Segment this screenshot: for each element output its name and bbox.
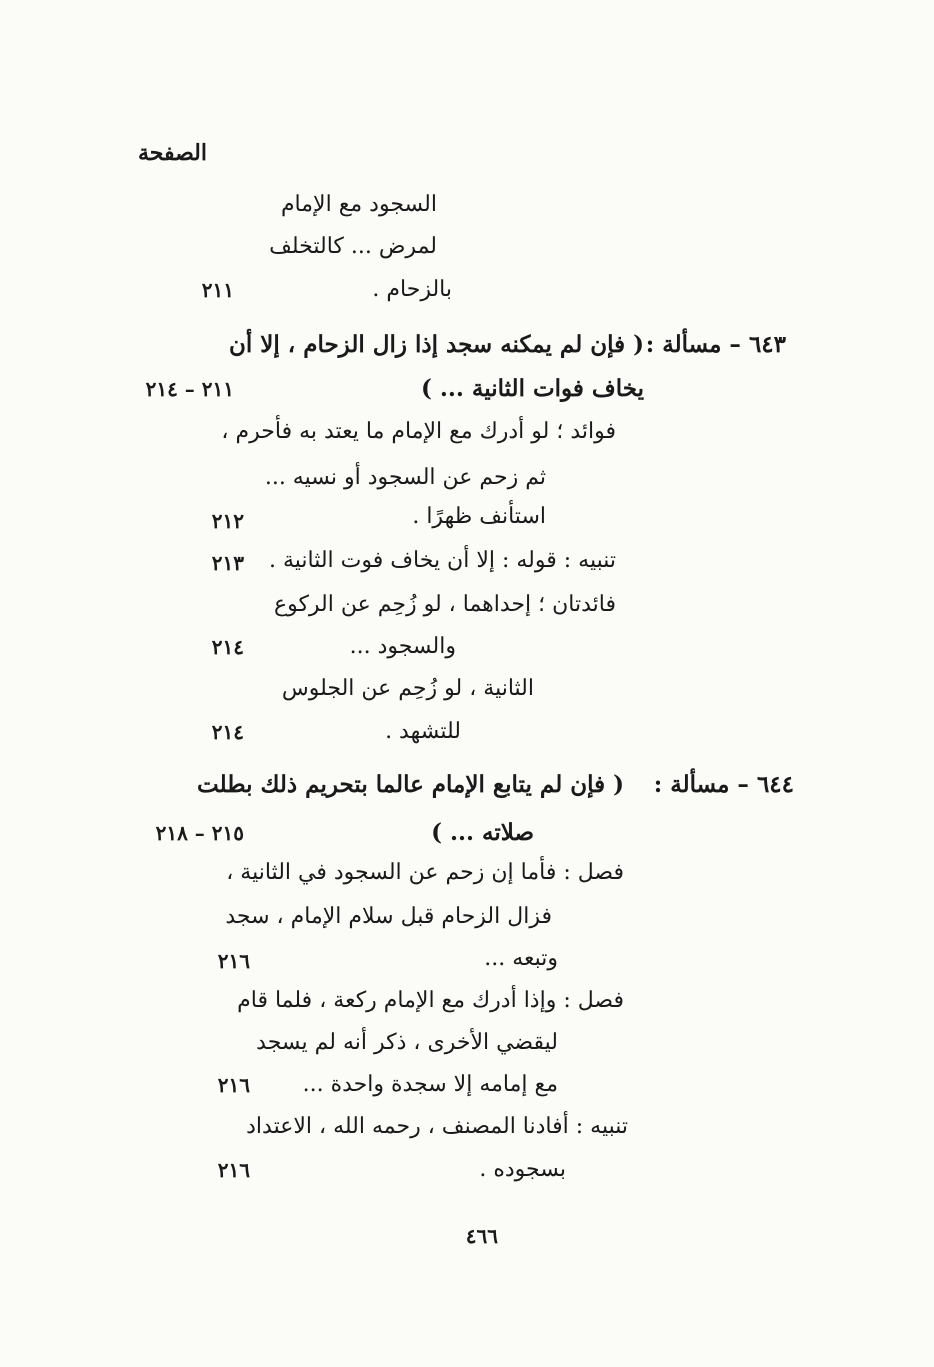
entry-line: السجود مع الإمام [280, 192, 437, 217]
page-ref: ٢١٢ [211, 509, 244, 533]
entry-line: لمرض ... كالتخلف [269, 234, 437, 259]
entry-line: مع إمامه إلا سجدة واحدة ... [302, 1072, 558, 1097]
entry-line: تنبيه : أفادنا المصنف ، رحمه الله ، الاعتداد [246, 1114, 628, 1139]
page-ref: ٢١٣ [211, 551, 244, 575]
entry-line: بالزحام . [372, 277, 452, 302]
entry-line: الثانية ، لو زُحِم عن الجلوس [281, 676, 534, 701]
page-ref: ٢١١ – ٢١٤ [145, 377, 234, 401]
issue-text: ( فإن لم يتابع الإمام عالما بتحريم ذلك بطلت [197, 771, 624, 798]
issue-text: يخاف فوات الثانية ... ) [421, 375, 644, 402]
entry-line: للتشهد . [385, 719, 461, 744]
entry-line: والسجود ... [349, 634, 456, 659]
page-number: ٤٦٦ [465, 1224, 498, 1248]
issue-number: ٦٤٤ – مسألة : [653, 771, 794, 798]
entry-line: فائدتان ؛ إحداهما ، لو زُحِم عن الركوع [273, 592, 616, 617]
entry-line: بسجوده . [479, 1157, 566, 1182]
entry-line: ثم زحم عن السجود أو نسيه ... [264, 465, 546, 490]
page-ref: ٢١٥ – ٢١٨ [155, 821, 244, 845]
entry-line: فصل : فأما إن زحم عن السجود في الثانية ، [226, 860, 624, 885]
entry-line: استأنف ظهرًا . [412, 504, 546, 529]
page-ref: ٢١٤ [211, 720, 244, 744]
entry-line: فصل : وإذا أدرك مع الإمام ركعة ، فلما قام [237, 988, 624, 1013]
page-ref: ٢١٤ [211, 635, 244, 659]
issue-number: ٦٤٣ – مسألة : [645, 331, 786, 358]
entry-line: فوائد ؛ لو أدرك مع الإمام ما يعتد به فأحرم ، [221, 419, 616, 444]
issue-text: ( فإن لم يمكنه سجد إذا زال الزحام ، إلا أن [228, 331, 644, 358]
page-ref: ٢١٦ [217, 1073, 250, 1097]
page-ref: ٢١٦ [217, 949, 250, 973]
entry-line: تنبيه : قوله : إلا أن يخاف فوت الثانية . [268, 548, 616, 573]
entry-line: فزال الزحام قبل سلام الإمام ، سجد [225, 904, 552, 929]
page-ref: ٢١١ [201, 278, 234, 302]
page-ref: ٢١٦ [217, 1158, 250, 1182]
entry-line: ليقضي الأخرى ، ذكر أنه لم يسجد [256, 1030, 558, 1055]
page-header-label: الصفحة [137, 140, 207, 166]
issue-text: صلاته ... ) [431, 819, 534, 846]
entry-line: وتبعه ... [484, 946, 558, 971]
